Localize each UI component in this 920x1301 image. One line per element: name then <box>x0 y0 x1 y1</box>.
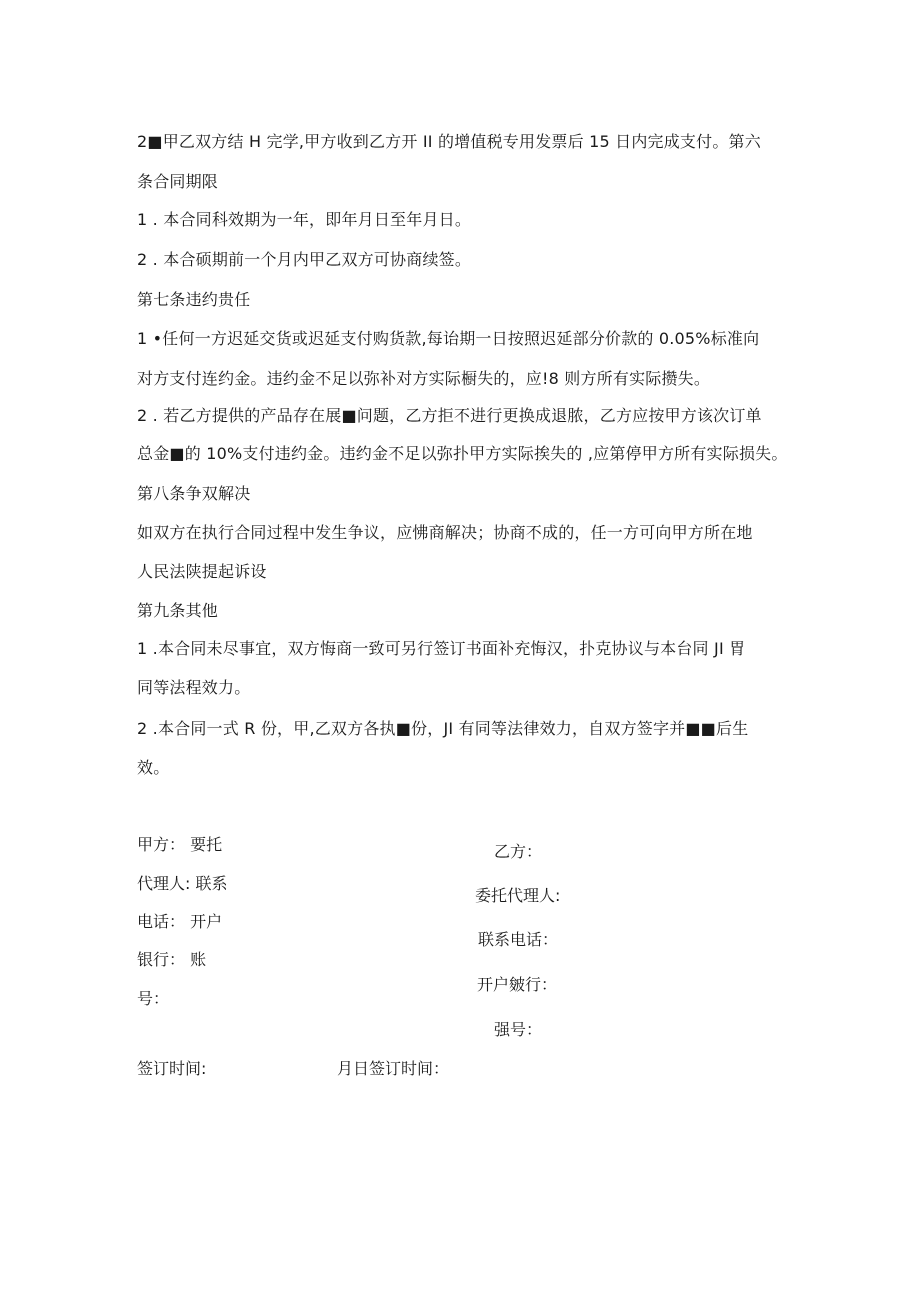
term-clause-1: 1 . 本合同科效期为一年，即年月日至年月日。 <box>137 210 472 229</box>
breach-clause-2-line-2: 总金■的 10%支付违约金。违约金不足以弥扑甲方实际挨失的 ,应第停甲方所有实际损失。 <box>137 444 788 463</box>
breach-clause-2-line-1: 2 . 若乙方提供的产品存在展■问题，乙方拒不进行更换成退脓，乙方应按甲方该次订单 <box>137 406 762 425</box>
party-b-phone-label: 联系电话： <box>478 930 559 949</box>
section-6-heading: 条合同期限 <box>137 172 219 191</box>
term-clause-2: 2 . 本合硕期前一个月内甲乙双方可协商续签。 <box>137 250 472 269</box>
party-a-bank-label: 银行： 账 <box>137 950 207 969</box>
section-8-heading: 第八条争双解决 <box>137 484 251 503</box>
party-a-account-label: 号： <box>137 989 170 1008</box>
party-a-agent-label: 代理人: 联系 <box>137 874 228 893</box>
sign-time-right: 月日签订时间： <box>337 1059 450 1078</box>
party-a-label: 甲方： 要托 <box>137 835 223 854</box>
dispute-clause-line-2: 人民法陕提起诉设 <box>137 562 267 581</box>
payment-clause-line: 2■甲乙双方结 H 完学,甲方收到乙方开 II 的增值税专用发票后 15 日内完成支付。第六 <box>137 132 761 151</box>
section-7-heading: 第七条违约贵任 <box>137 290 251 309</box>
other-clause-1-line-2: 同等法程效力。 <box>137 678 251 697</box>
party-b-label: 乙方： <box>494 842 543 861</box>
other-clause-1-line-1: 1 .本合同未尽事宜，双方悔商一致可另行签订书面补充悔汉，扑克协议与本台同 JI 胃 <box>137 639 746 658</box>
party-b-bank-label: 开户皴行： <box>477 975 558 994</box>
breach-clause-1-line-2: 对方支付连约金。违约金不足以弥补对方实际橱失的，应!8 则方所有实际攒失。 <box>137 369 711 388</box>
section-9-heading: 第九条其他 <box>137 601 219 620</box>
party-b-agent-label: 委托代理人: <box>475 886 561 905</box>
breach-clause-1-line-1: 1 •任何一方迟延交货或迟延支付购货款,每诒期一日按照迟延部分价款的 0.05%标准向 <box>137 329 760 348</box>
sign-time-left: 签订时间: <box>137 1059 207 1078</box>
party-a-phone-label: 电话： 开户 <box>137 912 223 931</box>
other-clause-2-line-2: 效。 <box>137 758 170 777</box>
party-b-account-label: 强号： <box>494 1020 543 1039</box>
other-clause-2-line-1: 2 .本合同一式 R 份，甲,乙双方各执■份，JI 有同等法律效力，自双方签字并■■后生 <box>137 719 749 738</box>
dispute-clause-line-1: 如双方在执行合同过程中发生争议，应怫商解决；协商不成的，任一方可向甲方所在地 <box>137 523 753 542</box>
